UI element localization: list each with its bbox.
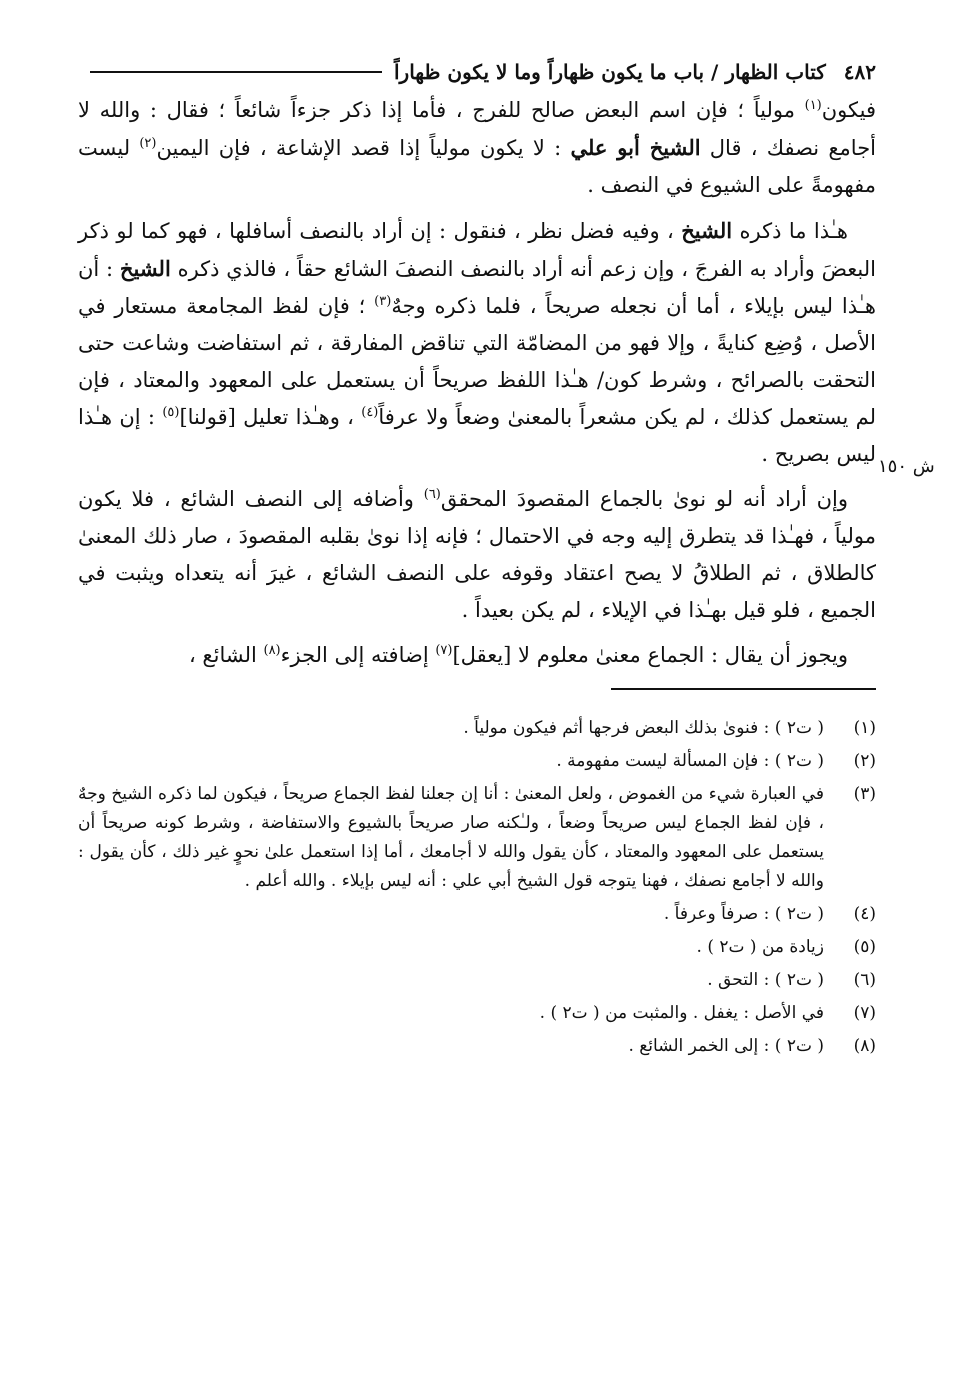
text-run: مولياً ؛ فإن اسم البعض صالح للفرج ، فأما إذا ذكر جزءاً شائعاً ؛ فقال : والله لا أجامع نصفك ، قال	[78, 98, 877, 160]
paragraph-4	[78, 637, 876, 674]
text-run: ويجوز أن يقال : الجماع معنىٰ معلوم لا [يعقل]	[452, 643, 848, 667]
text-run: وإن أراد أنه لو نوىٰ بالجماع المقصودَ المحقق	[440, 487, 849, 511]
text-run: هـٰذا ما ذكره	[732, 219, 848, 243]
footnote	[78, 900, 876, 929]
text-run: إضافته إلى الجزء	[280, 643, 436, 667]
footnote	[78, 933, 876, 962]
footnote-text: زيادة من ( ت٢ ) .	[696, 937, 824, 957]
page-number: ٤٨٢	[843, 60, 876, 84]
running-header	[78, 52, 876, 92]
header-rule	[90, 71, 382, 73]
footnote-text: في العبارة شيء من الغموض ، ولعل المعنىٰ : أنا إن جعلنا لفظ الجماع صريحاً ، فيكون لما ذكره الشيخ وجهٌ ، فإن لفظ الجماع ليس صريحاً وضعاً ، ولـٰكنه صار صريحاً بالشيوع والاستفاضة ، وشرط كونه صريحاً أن يستعمل على المعهود والمعتاد ، كأن يقول والله لا أجامعك ، أما إذا استعمل علىٰ نحوٍ غير ذلك ، كأن يقول : والله لا أجامع نصفك ، فهنا يتوجه قول الشيخ أبي علي : أنه ليس بإيلاء . والله أعلم .	[78, 784, 824, 891]
text-run: وأضافه إلى النصف الشائع ، فلا يكون مولياً ، فهـٰذا قد يتطرق إليه وجه في الاحتمال ؛ فإنه إذا نوىٰ بقلبه المقصودَ ، صار ذلك المعنىٰ كالطلاق ، ثم الطلاقُ لا يصح اعتقاد وقوفه على النصف الشائع ، غيرَ أنه يتعداه ويثبت في الجميع ، فلو قيل بهـٰذا في الإيلاء ، لم يكن بعيداً .	[78, 487, 876, 622]
footnote	[78, 780, 876, 896]
text-run: ، وهـٰذا تعليل [قولنا]	[179, 405, 362, 429]
footnote	[78, 747, 876, 776]
footnote-number: (٥)	[853, 937, 876, 957]
footnote-ref: (٣)	[374, 294, 392, 309]
text-run: : أن هـٰذا ليس بإيلاء ، أما أن نجعله صريحاً ، فلما ذكره وجهٌ	[78, 257, 876, 318]
footnote-text: ( ت٢ ) : فنوىٰ بذلك البعض فرجها أثم فيكون مولياً .	[463, 718, 824, 738]
footnote-number: (٦)	[853, 970, 876, 990]
text-run: الشائع ،	[188, 643, 264, 667]
text-run: ، وفيه فضل نظر ، فنقول : إن أراد بالنصف أسافلها ، فهو كما لو ذكر البعضَ وأراد به الفرجَ ، وإن زعم أنه أراد بالنصف النصفَ الشائع حقاً ، فالذي ذكره	[78, 219, 876, 281]
footnote-ref: (٥)	[162, 405, 180, 420]
footnote-number: (٨)	[853, 1036, 876, 1056]
footnote-number: (٢)	[853, 751, 876, 771]
footnote-ref: (٤)	[361, 405, 379, 420]
footnote-ref: (٦)	[423, 487, 441, 502]
footnote-number: (٣)	[853, 784, 876, 804]
header-title: كتاب الظهار / باب ما يكون ظهاراً وما لا يكون ظهاراً	[394, 60, 826, 84]
margin-page-note: ش ١٥٠	[878, 456, 935, 477]
paragraph-1	[78, 92, 876, 204]
paragraph-2	[78, 212, 876, 473]
text-run: ليست مفهومةً على الشيوع في النصف .	[78, 136, 876, 197]
book-page	[78, 52, 876, 1065]
footnotes	[78, 714, 876, 1061]
bold-name: الشيخ أبو علي	[570, 135, 701, 160]
footnote-number: (٧)	[853, 1003, 876, 1023]
main-text	[78, 92, 876, 674]
paragraph-3	[78, 481, 876, 629]
footnote-number: (١)	[853, 718, 876, 738]
bold-name: الشيخ	[681, 218, 733, 243]
footnote	[78, 714, 876, 743]
footnote-number: (٤)	[853, 904, 876, 924]
bold-name: الشيخ	[119, 256, 171, 281]
footnote-separator	[611, 688, 876, 690]
footnote	[78, 966, 876, 995]
footnote-ref: (١)	[804, 98, 822, 113]
footnote	[78, 999, 876, 1028]
footnote-text: ( ت٢ ) : فإن المسألة ليست مفهومة .	[556, 751, 824, 771]
text-run: : لا يكون مولياً إذا قصد الإشاعة ، فإن اليمين	[156, 136, 571, 160]
text-run: فيكون	[821, 98, 876, 122]
footnote-text: ( ت٢ ) : التحق .	[707, 970, 824, 990]
footnote-ref: (٨)	[263, 643, 281, 658]
footnote-text: ( ت٢ ) : صرفاً وعرفاً .	[663, 904, 824, 924]
footnote	[78, 1032, 876, 1061]
footnote-text: في الأصل : يغفل . والمثبت من ( ت٢ ) .	[539, 1003, 824, 1023]
footnote-text: ( ت٢ ) : إلى الخمر الشائع .	[628, 1036, 824, 1056]
footnote-ref: (٧)	[435, 643, 453, 658]
text-run: : إن هـٰذا ليس بصريح .	[78, 405, 876, 466]
footnote-ref: (٢)	[139, 136, 157, 151]
text-run: ؛ فإن لفظ المجامعة مستعار في الأصل ، وُضِع كنايةً ، وإلا فهو من المضامّة التي تناقض المفارقة ، ثم استفاضت وشاعت حتى التحقت بالصرائح ، وشرط كون/ هـٰذا اللفظ صريحاً أن يستعمل على المعهود والمعتاد ، فإن لم يستعمل كذلك ، لم يكن مشعراً بالمعنىٰ وضعاً ولا عرفاً	[78, 294, 876, 429]
